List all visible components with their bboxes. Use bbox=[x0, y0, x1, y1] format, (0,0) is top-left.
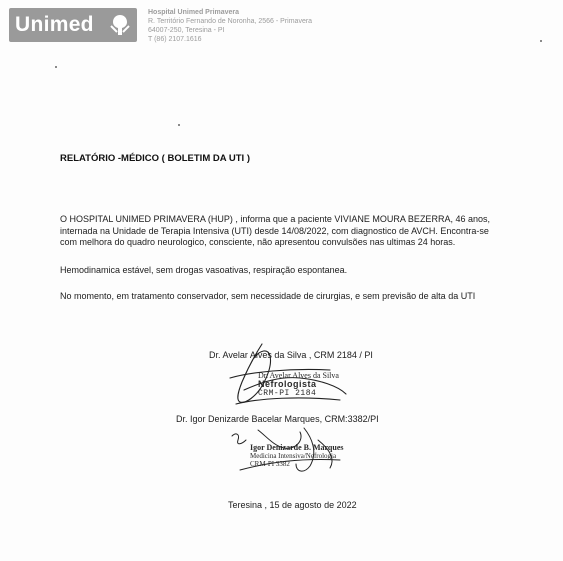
stamp1-specialty: Nefrologista bbox=[258, 379, 317, 389]
doctor2-stamp bbox=[250, 444, 343, 468]
hospital-info bbox=[148, 8, 312, 44]
report-title: RELATÓRIO -MÉDICO ( BOLETIM DA UTI ) bbox=[60, 153, 250, 164]
paragraph-hemodynamics: Hemodinamica estável, sem drogas vasoativas, respiração espontanea. bbox=[60, 265, 348, 275]
unimed-tree-icon bbox=[107, 12, 133, 38]
scan-speck bbox=[55, 66, 57, 68]
doctor1-stamp bbox=[258, 371, 339, 398]
scan-speck bbox=[178, 124, 180, 126]
report-date: Teresina , 15 de agosto de 2022 bbox=[228, 500, 357, 510]
unimed-logo bbox=[9, 8, 137, 42]
stamp2-specialty: Medicina Intensiva/Nefrologia bbox=[250, 452, 337, 460]
stamp2-name: Igor Denizarde B. Marques bbox=[250, 443, 344, 452]
hospital-name: Hospital Unimed Primavera bbox=[148, 9, 240, 16]
hospital-phone: T (86) 2107.1616 bbox=[148, 36, 202, 43]
paragraph-line: com melhora do quadro neurologico, consciente, não apresentou convulsões nas ultimas 24 horas. bbox=[60, 237, 456, 247]
paragraph-line: internada na Unidade de Terapia Intensiva (UTI) desde 14/08/2022, com diagnostico de AVCH. Encontra-se bbox=[60, 225, 489, 236]
hospital-address-line1: R. Território Fernando de Noronha, 2566 - Primavera bbox=[148, 18, 313, 25]
doctor2-signature-line: Dr. Igor Denizarde Bacelar Marques, CRM:3382/PI bbox=[176, 414, 379, 424]
doctor1-signature-line: Dr. Avelar Alves da Silva , CRM 2184 / PI bbox=[209, 350, 373, 360]
paragraph-line: O HOSPITAL UNIMED PRIMAVERA (HUP) , informa que a paciente VIVIANE MOURA BEZERRA, 46 anos, bbox=[60, 214, 490, 224]
stamp2-crm: CRM-PI 3382 bbox=[250, 460, 290, 468]
paragraph-patient-status bbox=[60, 214, 490, 249]
stamp1-crm: CRM-PI 2184 bbox=[258, 389, 317, 398]
stamp1-name: Dr. Avelar Alves da Silva bbox=[258, 371, 339, 380]
scan-speck bbox=[540, 40, 542, 42]
paragraph-treatment: No momento, em tratamento conservador, sem necessidade de cirurgias, e sem previsão de alta da UTI bbox=[60, 291, 476, 301]
logo-text: Unimed bbox=[15, 13, 94, 36]
hospital-address-line2: 64007-250, Teresina - PI bbox=[148, 27, 225, 34]
